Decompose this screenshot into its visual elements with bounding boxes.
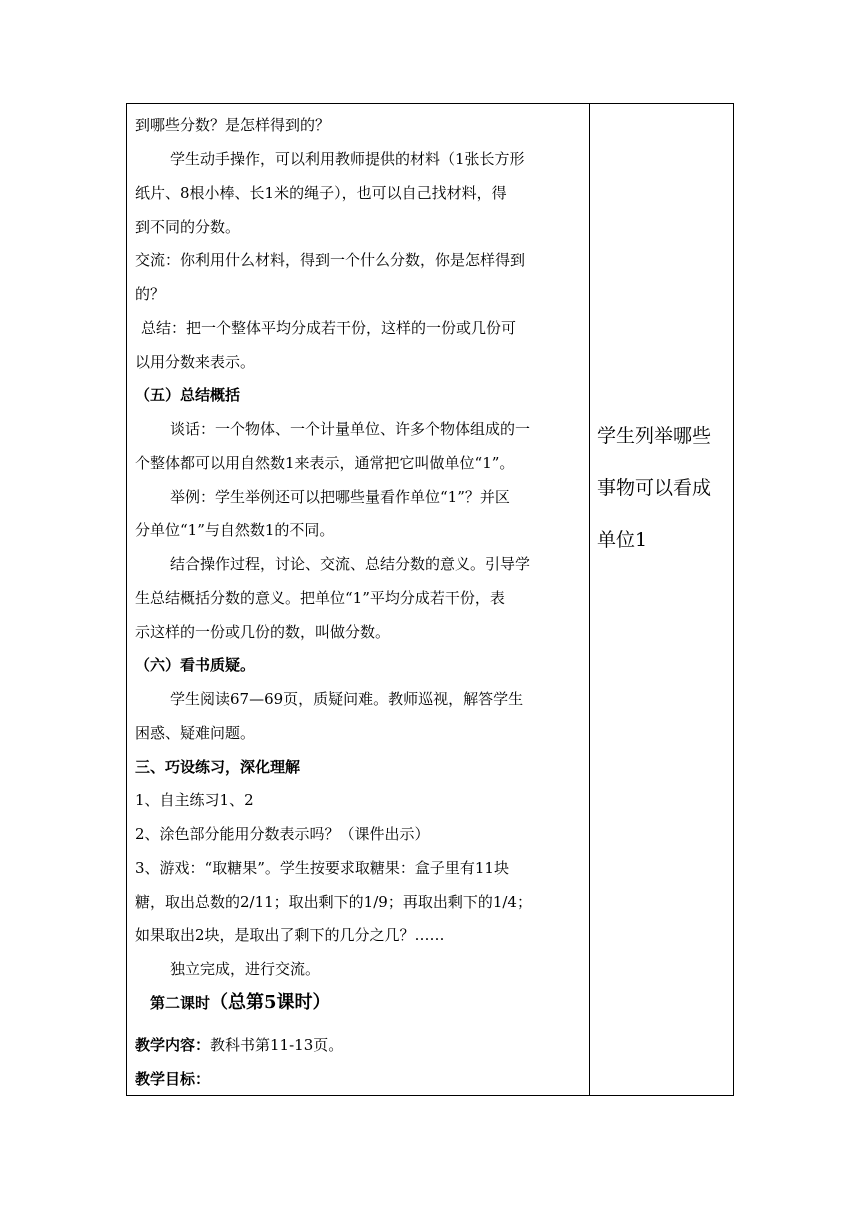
- text-line: 的？: [135, 285, 166, 303]
- text-line: 生总结概括分数的意义。把单位“1”平均分成若干份，表: [135, 589, 505, 607]
- lesson-plan-table: [126, 103, 734, 1096]
- text-line: 糖，取出总数的2/11；取出剩下的1/9；再取出剩下的1/4；: [135, 893, 532, 911]
- text-line: 学生阅读67—69页，质疑问难。教师巡视，解答学生: [170, 690, 524, 708]
- text-line: 示这样的一份或几份的数，叫做分数。: [135, 623, 391, 641]
- lesson-title-big: （总第5课时）: [210, 992, 331, 1013]
- text-line: 分单位“1”与自然数1的不同。: [135, 521, 335, 539]
- text-line: 到哪些分数？是怎样得到的？: [135, 116, 331, 134]
- teaching-goal-label: 教学目标：: [135, 1070, 211, 1088]
- text-line: 纸片、8根小棒、长1米的绳子），也可以自己找材料，得: [135, 184, 507, 202]
- text-line: 总结：把一个整体平均分成若干份，这样的一份或几份可: [141, 319, 517, 337]
- side-note-line: 单位1: [597, 529, 648, 551]
- lesson-title-small: 第二课时: [150, 994, 211, 1012]
- text-line: 困惑、疑难问题。: [135, 724, 256, 742]
- text-line: 学生动手操作，可以利用教师提供的材料（1张长方形: [170, 150, 525, 168]
- text-line: 独立完成，进行交流。: [170, 960, 321, 978]
- text-line: 个整体都可以用自然数1来表示，通常把它叫做单位“1”。: [135, 454, 515, 472]
- text-line: 交流：你利用什么材料，得到一个什么分数，你是怎样得到: [135, 251, 526, 269]
- text-line: 以用分数来表示。: [135, 353, 256, 371]
- section-heading: （五）总结概括: [135, 386, 241, 404]
- text-line: 如果取出2块，是取出了剩下的几分之几？……: [135, 926, 445, 944]
- teaching-content-value: 教科书第11-13页。: [210, 1036, 344, 1054]
- text-line: 3、游戏：“取糖果”。学生按要求取糖果：盒子里有11块: [135, 859, 509, 877]
- column-divider: [589, 104, 590, 1095]
- text-line: 谈话：一个物体、一个计量单位、许多个物体组成的一: [170, 420, 531, 438]
- teaching-content-label: 教学内容：: [135, 1036, 211, 1054]
- section-heading: （六）看书质疑。: [135, 656, 256, 674]
- text-line: 2、涂色部分能用分数表示吗？（课件出示）: [135, 825, 430, 843]
- lesson-title: [150, 993, 331, 1013]
- side-note-line: 事物可以看成: [597, 477, 712, 499]
- text-line: 结合操作过程，讨论、交流、总结分数的意义。引导学: [170, 555, 531, 573]
- text-line: 1、自主练习1、2: [135, 791, 254, 809]
- section-heading: 三、巧设练习，深化理解: [135, 758, 301, 776]
- text-line: 举例：学生举例还可以把哪些量看作单位“1”？并区: [170, 488, 510, 506]
- text-line: 到不同的分数。: [135, 218, 241, 236]
- teaching-content-line: [135, 1035, 343, 1055]
- side-note-line: 学生列举哪些: [597, 425, 712, 447]
